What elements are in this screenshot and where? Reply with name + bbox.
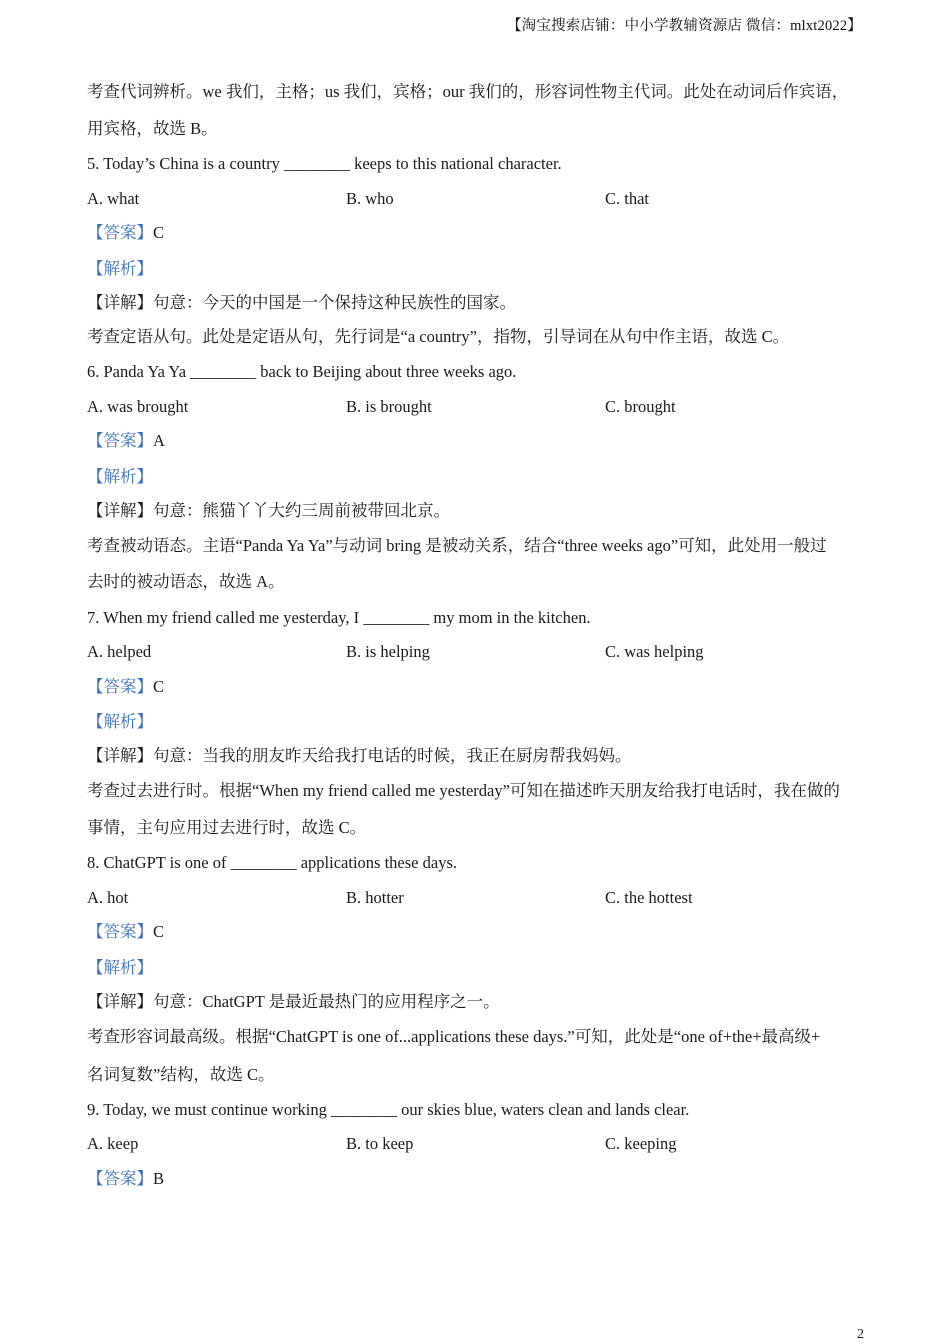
answer-label: 【答案】 [87,922,153,941]
question-text: 8. ChatGPT is one of ________ applications these days. [87,853,457,872]
detail-text: 句意：今天的中国是一个保持这种民族性的国家。 [153,293,516,312]
detail-line [87,501,450,521]
detail-text: 句意：熊猫丫丫大约三周前被带回北京。 [153,501,450,520]
answer-label: 【答案】 [87,223,153,242]
option-c: C. brought [605,397,676,416]
option-b: B. who [346,189,394,208]
option-b: B. is helping [346,642,430,661]
answer-value: A [153,431,165,450]
question-text: 5. Today’s China is a country ________ keeps to this national character. [87,154,562,173]
answer-value: C [153,677,165,696]
option-a: A. helped [87,642,152,661]
options-row [87,1134,864,1154]
explanation-line: 考查代词辨析。we 我们，主格；us 我们，宾格；our 我们的，形容词性物主代词。此处在动词后作宾语， [87,82,849,101]
answer-line [87,223,164,243]
detail-line [87,746,632,766]
question-text: 6. Panda Ya Ya ________ back to Beijing about three weeks ago. [87,362,517,381]
explanation-line: 用宾格，故选 B。 [87,119,218,138]
detail-line [87,992,500,1012]
explanation-line: 事情，主句应用过去进行时，故选 C。 [87,818,367,837]
answer-label: 【答案】 [87,677,153,696]
detail-label: 【详解】 [87,746,153,765]
question-text: 9. Today, we must continue working ________ our skies blue, waters clean and lands clear. [87,1100,690,1119]
option-a: A. what [87,189,140,208]
analysis-label: 【解析】 [87,712,153,731]
analysis-label: 【解析】 [87,958,153,977]
options-row [87,642,864,662]
option-b: B. hotter [346,888,404,907]
detail-text: 句意：当我的朋友昨天给我打电话的时候，我正在厨房帮我妈妈。 [153,746,632,765]
answer-line [87,1169,164,1189]
option-b: B. is brought [346,397,432,416]
explanation-line: 考查过去进行时。根据“When my friend called me yesterday”可知在描述昨天朋友给我打电话时，我在做的 [87,781,840,800]
option-c: C. was helping [605,642,704,661]
option-c: C. keeping [605,1134,677,1153]
detail-label: 【详解】 [87,992,153,1011]
answer-label: 【答案】 [87,1169,153,1188]
option-b: B. to keep [346,1134,414,1153]
answer-line [87,431,165,451]
detail-label: 【详解】 [87,501,153,520]
options-row [87,397,864,417]
answer-value: B [153,1169,165,1188]
option-a: A. hot [87,888,129,907]
analysis-label: 【解析】 [87,467,153,486]
answer-line [87,922,164,942]
option-a: A. keep [87,1134,139,1153]
answer-value: C [153,922,165,941]
option-c: C. the hottest [605,888,693,907]
question-text: 7. When my friend called me yesterday, I ________ my mom in the kitchen. [87,608,591,627]
options-row [87,888,864,908]
detail-label: 【详解】 [87,293,153,312]
page-number: 2 [857,1327,864,1342]
answer-label: 【答案】 [87,431,153,450]
analysis-label: 【解析】 [87,259,153,278]
detail-line [87,293,516,313]
page-header: 【淘宝搜索店铺：中小学教辅资源店 微信：mlxt2022】 [506,18,862,34]
explanation-line: 考查形容词最高级。根据“ChatGPT is one of...applications these days.”可知，此处是“one of+the+最高级+ [87,1027,821,1046]
explanation-line: 去时的被动语态，故选 A。 [87,572,285,591]
options-row [87,189,864,209]
option-a: A. was brought [87,397,189,416]
answer-line [87,677,164,697]
explanation-line: 考查定语从句。此处是定语从句，先行词是“a country”，指物，引导词在从句中作主语，故选 C。 [87,327,790,346]
answer-value: C [153,223,165,242]
option-c: C. that [605,189,649,208]
detail-text: 句意：ChatGPT 是最近最热门的应用程序之一。 [153,992,500,1011]
explanation-line: 名词复数”结构，故选 C。 [87,1065,275,1084]
explanation-line: 考查被动语态。主语“Panda Ya Ya”与动词 bring 是被动关系，结合“three weeks ago”可知，此处用一般过 [87,536,827,555]
